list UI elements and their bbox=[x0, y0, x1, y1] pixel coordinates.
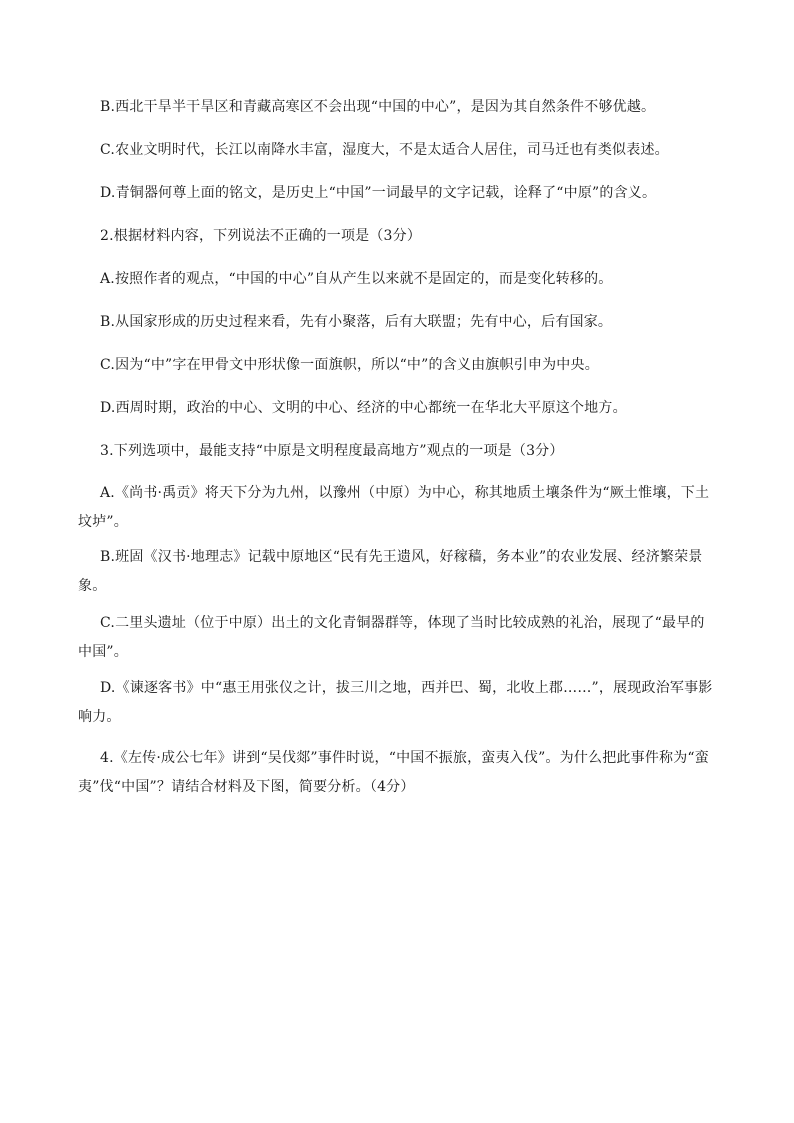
q3-option-c: C.二里头遗址（位于中原）出土的文化青铜器群等，体现了当时比较成熟的礼治，展现了“最早的中国”。 bbox=[78, 615, 705, 660]
q3-option-b: B.班固《汉书·地理志》记载中原地区“民有先王遗风，好稼穑，务本业”的农业发展、经济繁荣景象。 bbox=[78, 549, 703, 594]
q2-option-d: D.西周时期，政治的中心、文明的中心、经济的中心都统一在华北大平原这个地方。 bbox=[100, 400, 627, 416]
q3-option-a: A.《尚书·禹贡》将天下分为九州，以豫州（中原）为中心，称其地质土壤条件为“厥土惟壤，下土坟垆”。 bbox=[78, 485, 710, 530]
q1-option-b: B.西北干旱半干旱区和青藏高寒区不会出现“中国的中心”，是因为其自然条件不够优越。 bbox=[100, 99, 656, 115]
q3-stem: 3.下列选项中，最能支持“中原是文明程度最高地方”观点的一项是（3分） bbox=[100, 443, 564, 459]
q3-option-d: D.《谏逐客书》中“惠王用张仪之计，拔三川之地，西并巴、蜀，北收上郡……”，展现政治军事影响力。 bbox=[78, 680, 713, 725]
q1-option-d: D.青铜器何尊上面的铭文，是历史上“中国”一词最早的文字记载，诠释了“中原”的含义。 bbox=[100, 185, 657, 201]
q2-option-c: C.因为“中”字在甲骨文中形状像一面旗帜，所以“中”的含义由旗帜引申为中央。 bbox=[100, 357, 599, 373]
q2-option-a: A.按照作者的观点，“中国的中心”自从产生以来就不是固定的，而是变化转移的。 bbox=[100, 271, 613, 287]
q2-option-b: B.从国家形成的历史过程来看，先有小聚落，后有大联盟；先有中心，后有国家。 bbox=[100, 314, 613, 330]
q4-stem: 4.《左传·成公七年》讲到“吴伐郯”事件时说，“中国不振旅，蛮夷入伐”。为什么把此事件称为“蛮夷”伐“中国”？请结合材料及下图，简要分析。（4分） bbox=[78, 750, 709, 795]
q2-stem: 2.根据材料内容，下列说法不正确的一项是（3分） bbox=[100, 228, 422, 244]
q1-option-c: C.农业文明时代，长江以南降水丰富，湿度大，不是太适合人居住，司马迁也有类似表述。 bbox=[100, 142, 669, 158]
